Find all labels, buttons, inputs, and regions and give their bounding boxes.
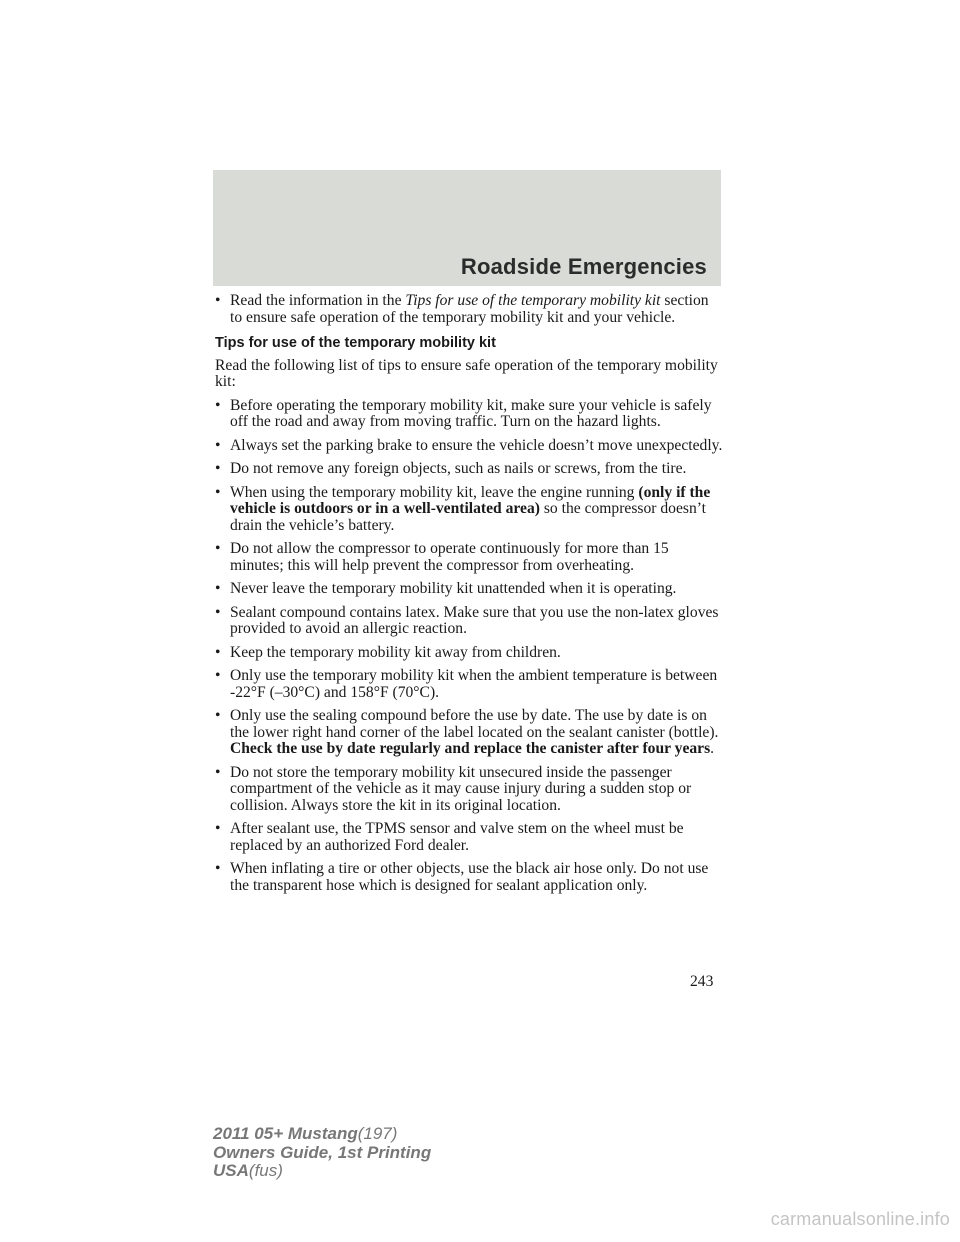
tip-item [215,821,723,854]
bullet-icon: • [215,820,221,837]
tip-text: Do not store the temporary mobility kit unsecured inside the passenger compartment of the vehicle as it may cause injury during a sudden stop or collision. Always store the kit in its original location. [230,763,692,814]
bullet-icon: • [215,860,221,877]
bullet-icon: • [215,396,221,414]
bullet-icon: • [215,643,221,661]
tip-item [215,765,723,815]
bullet-icon: • [215,580,221,597]
tip-item [215,398,723,431]
bullet-icon: • [215,460,221,477]
tip-text: Never leave the temporary mobility kit unattended when it is operating. [230,580,677,597]
footer-line-2: Owners Guide, 1st Printing [213,1142,432,1162]
footer-model-code: (197) [357,1124,398,1143]
footer-model: 2011 05+ Mustang [213,1124,358,1143]
tip-item [215,541,723,574]
tip-text: Before operating the temporary mobility kit, make sure your vehicle is safely off the road and away from moving traffic. Turn on the hazard lights. [230,396,712,430]
tip-text: Do not allow the compressor to operate continuously for more than 15 minutes; this will help prevent the compressor from overheating. [230,540,669,574]
intro-bullet [215,293,723,326]
tip-bold-warning: Check the use by date regularly and replace the canister after four years [230,740,711,757]
section-title: Roadside Emergencies [460,254,707,279]
bullet-icon: • [215,763,221,781]
footer-market: USA [213,1161,249,1180]
tip-item [215,708,723,758]
intro-italic-reference: Tips for use of the temporary mobility kit [405,292,661,309]
tip-item [215,485,723,535]
intro-text-before: Read the information in the [230,292,406,309]
page-content [215,293,723,901]
watermark-text: carmanualsonline.info [770,1209,950,1229]
page-number: 243 [690,973,714,990]
tip-item [215,605,723,638]
footer-line-3 [213,1162,431,1181]
tip-text-before: Only use the sealing compound before the use by date. The use by date is on the lower right hand corner of the label located on the sealant canister (bottle). [230,707,719,741]
tips-heading: Tips for use of the temporary mobility kit [215,335,496,351]
tip-item [215,861,723,894]
bullet-icon: • [215,667,221,684]
tip-text-after: so the compressor doesn’t drain the vehicle’s battery. [230,500,706,534]
tip-item [215,645,723,662]
print-footer [213,1125,431,1181]
footer-market-code: (fus) [248,1161,283,1180]
tip-text: Only use the temporary mobility kit when the ambient temperature is between -22°F (–30°C) and 158°F (70°C). [230,667,718,701]
section-header-band [213,170,721,286]
tip-item [215,668,723,701]
bullet-icon: • [215,707,221,724]
tip-text-after: . [710,740,715,757]
bullet-icon: • [215,483,221,501]
bullet-icon: • [215,436,221,454]
tip-text: Keep the temporary mobility kit away from children. [230,643,561,661]
bullet-icon: • [215,603,221,621]
tip-bold-warning: (only if the vehicle is outdoors or in a well-ventilated area) [230,483,711,517]
bullet-icon: • [215,540,221,557]
tip-text-before: When using the temporary mobility kit, leave the engine running [230,483,639,501]
tip-text: Sealant compound contains latex. Make sure that you use the non-latex gloves provided to avoid an allergic reaction. [230,603,719,637]
tip-item [215,438,723,455]
bullet-icon: • [215,292,221,309]
tip-text: After sealant use, the TPMS sensor and valve stem on the wheel must be replaced by an authorized Ford dealer. [230,820,684,854]
footer-line-1 [213,1125,431,1144]
tip-text: Always set the parking brake to ensure the vehicle doesn’t move unexpectedly. [230,436,723,454]
tip-item [215,461,723,478]
tip-text: When inflating a tire or other objects, use the black air hose only. Do not use the transparent hose which is designed for sealant application only. [230,860,709,894]
intro-text-after: section to ensure safe operation of the temporary mobility kit and your vehicle. [230,292,709,326]
tip-text: Do not remove any foreign objects, such as nails or screws, from the tire. [230,460,687,477]
tip-item [215,581,723,598]
tips-intro: Read the following list of tips to ensure safe operation of the temporary mobility kit: [215,356,718,390]
